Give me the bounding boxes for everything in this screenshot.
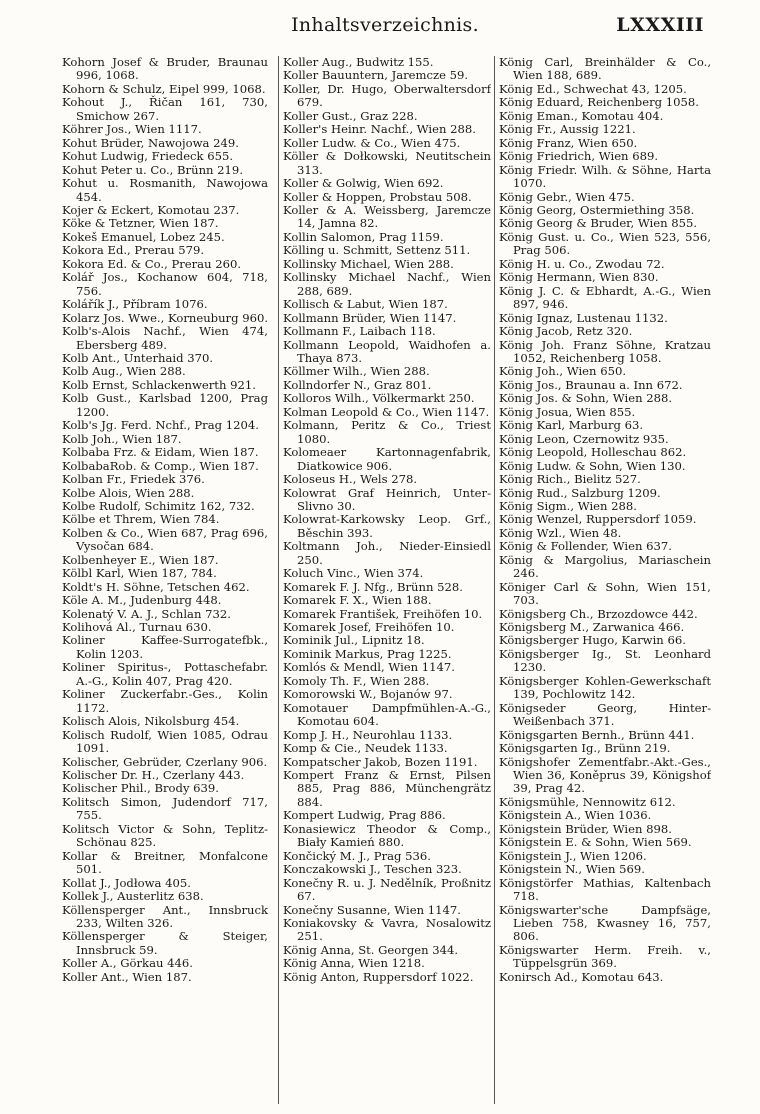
- index-entry: König Anna, St. Georgen 344.: [283, 942, 459, 957]
- index-entry: Kolb's Jg. Ferd. Nchf., Prag 1204.: [62, 418, 259, 433]
- index-entry: Koller Bauuntern, Jaremcze 59.: [283, 68, 469, 83]
- index-entry: König Ed., Schwechat 43, 1205.: [499, 81, 687, 96]
- index-entry: König Carl, Breinhälder & Co., Wien 188, 689.: [499, 56, 711, 83]
- index-entry: König Rich., Bielitz 527.: [499, 472, 641, 487]
- index-entry: Kojer & Eckert, Komotau 237.: [62, 202, 240, 217]
- index-entry: Konasiewicz Theodor & Comp., Biały Kamień 880.: [283, 821, 491, 850]
- index-entry: Komorowski W., Bojanów 97.: [283, 687, 453, 702]
- index-entry: Kolihová Al., Turnau 630.: [62, 620, 212, 635]
- index-entry: König Leon, Czernowitz 935.: [499, 431, 669, 446]
- index-entry: Komp & Cie., Neudek 1133.: [283, 741, 448, 756]
- index-entry: Kollek J., Austerlitz 638.: [62, 889, 204, 904]
- index-entry: König Jos., Braunau a. Inn 672.: [499, 377, 683, 392]
- index-entry: König Joh., Wien 650.: [499, 364, 627, 379]
- index-entry: Kolbe Rudolf, Schimitz 162, 732.: [62, 498, 255, 513]
- index-entry: Koller's Heinr. Nachf., Wien 288.: [283, 122, 476, 137]
- index-entry: Kölling u. Schmitt, Settenz 511.: [283, 243, 471, 258]
- index-entry: Kolbe Alois, Wien 288.: [62, 485, 195, 500]
- index-entry: Kolb Aug., Wien 288.: [62, 364, 186, 379]
- index-entry: König Georg, Ostermiething 358.: [499, 202, 695, 217]
- index-entry: Königstörfer Mathias, Kaltenbach 718.: [499, 875, 711, 904]
- index-columns: [62, 56, 710, 1104]
- index-entry: Königswarter'sche Dampfsäge, Lieben 758, Kwasney 16, 757, 806.: [499, 902, 711, 944]
- index-entry: Kolisch Alois, Nikolsburg 454.: [62, 714, 240, 729]
- index-entry: Königswarter Herm. Freih. v., Tüppelsgrün 369.: [499, 942, 711, 971]
- index-entry: Königsberger Kohlen-Gewerkschaft 139, Pochlowitz 142.: [499, 673, 711, 702]
- index-entry: Kollat J., Jodłowa 405.: [62, 875, 191, 890]
- index-entry: Kominik Jul., Lipnitz 18.: [283, 633, 425, 648]
- index-entry: Kohut Peter u. Co., Brünn 219.: [62, 162, 243, 177]
- index-entry: Komarek F. X., Wien 188.: [283, 593, 432, 608]
- index-entry: Köllensperger Ant., Innsbruck 233, Wilten 326.: [62, 902, 268, 930]
- page-title: Inhaltsverzeichnis.: [291, 14, 479, 36]
- index-entry: Kompert Franz & Ernst, Pilsen 885, Prag 886, Münchengrätz 884.: [283, 768, 491, 809]
- index-entry: König Jacob, Retz 320.: [499, 324, 633, 339]
- index-entry: König Karl, Marburg 63.: [499, 418, 644, 433]
- index-entry: König Joh. Franz Söhne, Kratzau 1052, Reichenberg 1058.: [499, 337, 711, 365]
- index-entry: Konečny R. u. J. Nedělník, Proßnitz 67.: [283, 875, 491, 904]
- index-entry: Koluch Vinc., Wien 374.: [283, 566, 424, 581]
- index-entry: Kollar & Breitner, Monfalcone 501.: [62, 848, 268, 877]
- index-entry: Koller A., Görkau 446.: [62, 956, 193, 971]
- index-entry: Kohut Ludwig, Friedeck 655.: [62, 149, 234, 164]
- index-entry: Kokora Ed., Prerau 579.: [62, 243, 205, 258]
- page-header: [60, 10, 710, 42]
- index-entry: Kolisch Rudolf, Wien 1085, Odrau 1091.: [62, 727, 268, 756]
- index-entry: Kokora Ed. & Co., Prerau 260.: [62, 256, 242, 271]
- index-entry: Kolischer Dr. H., Czerlany 443.: [62, 768, 245, 783]
- index-entry: Königstein A., Wien 1036.: [499, 808, 652, 823]
- index-entry: König Fr., Aussig 1221.: [499, 122, 636, 137]
- index-entry: König Ignaz, Lustenau 1132.: [499, 310, 668, 325]
- index-entry: Königsgarten Bernh., Brünn 441.: [499, 727, 695, 742]
- index-entry: Konczakowski J., Teschen 323.: [283, 862, 462, 877]
- index-entry: Kölbl Karl, Wien 187, 784.: [62, 566, 217, 581]
- index-entry: Kohorn Josef & Bruder, Braunau 996, 1068.: [62, 56, 268, 83]
- index-entry: Köller & Dołkowski, Neutitschein 313.: [283, 149, 491, 177]
- index-entry: Koller & Golwig, Wien 692.: [283, 176, 444, 191]
- index-entry: Königseder Georg, Hinter-Weißenbach 371.: [499, 700, 711, 729]
- index-entry: Kolomeaer Kartonnagenfabrik, Diatkowice 906.: [283, 445, 491, 473]
- index-entry: Koliner Spiritus-, Pottaschefabr. A.-G., Kolin 407, Prag 420.: [62, 660, 268, 688]
- index-entry: Koloseus H., Wels 278.: [283, 472, 418, 487]
- index-entry: Koltmann Joh., Nieder-Einsiedl 250.: [283, 539, 491, 567]
- index-entry: Konirsch Ad., Komotau 643.: [499, 969, 664, 984]
- index-column-1: [62, 56, 268, 1104]
- index-entry: König & Follender, Wien 637.: [499, 539, 672, 554]
- index-entry: Kolbenheyer E., Wien 187.: [62, 552, 219, 567]
- index-entry: Kolenatý V. A. J., Schlan 732.: [62, 606, 231, 621]
- index-entry: Köhrer Jos., Wien 1117.: [62, 122, 202, 137]
- index-entry: Koliner Zuckerfabr.-Ges., Kolin 1172.: [62, 687, 268, 715]
- index-entry: Koller & Hoppen, Probstau 508.: [283, 189, 472, 204]
- index-entry: Koniakovsky & Vavra, Nosalowitz 251.: [283, 916, 491, 944]
- index-entry: König Wenzel, Ruppersdorf 1059.: [499, 512, 697, 527]
- index-entry: Komp J. H., Neurohlau 1133.: [283, 727, 453, 742]
- index-entry: König & Margolius, Mariaschein 246.: [499, 552, 711, 581]
- index-entry: Kolb's-Alois Nachf., Wien 474, Ebersberg 489.: [62, 324, 268, 352]
- index-entry: Kolb Ant., Unterhaid 370.: [62, 350, 214, 365]
- index-entry: Königsgarten Ig., Brünn 219.: [499, 741, 671, 756]
- index-entry: Koldt's H. Söhne, Tetschen 462.: [62, 579, 250, 594]
- index-entry: Kolben & Co., Wien 687, Prag 696, Vysočan 684.: [62, 525, 268, 554]
- index-entry: Kohut u. Rosmanith, Nawojowa 454.: [62, 176, 268, 204]
- index-entry: König Gebr., Wien 475.: [499, 189, 635, 204]
- index-entry: Končický M. J., Prag 536.: [283, 848, 431, 863]
- index-entry: Kolb Joh., Wien 187.: [62, 431, 182, 446]
- index-entry: König J. C. & Ebhardt, A.-G., Wien 897, 946.: [499, 283, 711, 312]
- index-entry: Kollisch & Labut, Wien 187.: [283, 297, 448, 312]
- index-entry: Kohut Brüder, Nawojowa 249.: [62, 135, 239, 150]
- index-entry: Kolář Jos., Kochanow 604, 718, 756.: [62, 270, 268, 298]
- index-entry: Kollmann Brüder, Wien 1147.: [283, 310, 457, 325]
- index-entry: Köllmer Wilh., Wien 288.: [283, 364, 430, 379]
- index-entry: Komlós & Mendl, Wien 1147.: [283, 660, 455, 675]
- index-entry: Kominik Markus, Prag 1225.: [283, 646, 452, 661]
- index-entry: Königstein N., Wien 569.: [499, 862, 645, 877]
- index-entry: Koller, Dr. Hugo, Oberwaltersdorf 679.: [283, 81, 491, 110]
- index-entry: Kolban Fr., Friedek 376.: [62, 472, 205, 487]
- index-entry: Königstein Brüder, Wien 898.: [499, 821, 672, 836]
- index-entry: Koller Aug., Budwitz 155.: [283, 56, 434, 69]
- index-entry: König Leopold, Holleschau 862.: [499, 445, 687, 460]
- index-entry: König Anton, Ruppersdorf 1022.: [283, 969, 474, 984]
- index-entry: König Friedrich, Wien 689.: [499, 149, 659, 164]
- index-entry: Köllensperger & Steiger, Innsbruck 59.: [62, 929, 268, 957]
- index-entry: Kolischer Phil., Brody 639.: [62, 781, 219, 796]
- index-entry: König Josua, Wien 855.: [499, 404, 636, 419]
- index-entry: Königstein J., Wien 1206.: [499, 848, 647, 863]
- index-entry: Komoly Th. F., Wien 288.: [283, 673, 430, 688]
- index-entry: Komarek Josef, Freihöfen 10.: [283, 620, 455, 635]
- index-entry: Kolarz Jos. Wwe., Korneuburg 960.: [62, 310, 268, 325]
- index-column-3: [494, 56, 711, 1104]
- index-entry: König Sigm., Wien 288.: [499, 498, 637, 513]
- index-entry: Kollinsky Michael, Wien 288.: [283, 256, 454, 271]
- index-entry: König Rud., Salzburg 1209.: [499, 485, 661, 500]
- index-entry: Kohout J., Řičan 161, 730, Smichow 267.: [62, 95, 268, 123]
- index-entry: Köle A. M., Judenburg 448.: [62, 593, 222, 608]
- index-entry: Komarek František, Freihöfen 10.: [283, 606, 483, 621]
- index-entry: Kolman Leopold & Co., Wien 1147.: [283, 404, 490, 419]
- index-entry: König Franz, Wien 650.: [499, 135, 638, 150]
- index-entry: Kohorn & Schulz, Eipel 999, 1068.: [62, 81, 266, 96]
- index-entry: Kolloros Wilh., Völkermarkt 250.: [283, 391, 475, 406]
- index-entry: König H. u. Co., Zwodau 72.: [499, 256, 665, 271]
- index-entry: Kolb Ernst, Schlackenwerth 921.: [62, 377, 256, 392]
- index-entry: König Ludw. & Sohn, Wien 130.: [499, 458, 686, 473]
- index-entry: Komarek F. J. Nfg., Brünn 528.: [283, 579, 463, 594]
- index-entry: Kompert Ludwig, Prag 886.: [283, 808, 446, 823]
- index-entry: Koller Gust., Graz 228.: [283, 108, 418, 123]
- index-entry: König Georg & Bruder, Wien 855.: [499, 216, 698, 231]
- index-entry: Königsberger Hugo, Karwin 66.: [499, 633, 686, 648]
- index-entry: Königsmühle, Nennowitz 612.: [499, 794, 676, 809]
- index-entry: Königsberg Ch., Brzozdowce 442.: [499, 606, 698, 621]
- index-entry: Kollin Salomon, Prag 1159.: [283, 229, 444, 244]
- index-entry: König Jos. & Sohn, Wien 288.: [499, 391, 673, 406]
- index-entry: Kollndorfer N., Graz 801.: [283, 377, 432, 392]
- index-entry: Kollmann Leopold, Waidhofen a. Thaya 873.: [283, 337, 491, 365]
- index-entry: Königstein E. & Sohn, Wien 569.: [499, 835, 692, 850]
- index-entry: König Eduard, Reichenberg 1058.: [499, 95, 699, 110]
- index-entry: Köke & Tetzner, Wien 187.: [62, 216, 219, 231]
- index-entry: König Anna, Wien 1218.: [283, 956, 425, 971]
- index-column-2: [278, 56, 491, 1104]
- index-entry: Königer Carl & Sohn, Wien 151, 703.: [499, 579, 711, 608]
- index-entry: Königsberger Ig., St. Leonhard 1230.: [499, 646, 711, 675]
- index-entry: Kolowrat Graf Heinrich, Unter-Slivno 30.: [283, 485, 491, 513]
- index-entry: Kollinsky Michael Nachf., Wien 288, 689.: [283, 270, 491, 298]
- index-entry: Kolb Gust., Karlsbad 1200, Prag 1200.: [62, 391, 268, 419]
- page-number: LXXXIII: [616, 14, 704, 36]
- index-entry: Königsberg M., Zarwanica 466.: [499, 620, 685, 635]
- index-entry: König Eman., Komotau 404.: [499, 108, 664, 123]
- index-entry: König Wzl., Wien 48.: [499, 525, 622, 540]
- index-entry: Kolbaba Frz. & Eidam, Wien 187.: [62, 445, 259, 460]
- index-entry: Kollmann F., Laibach 118.: [283, 324, 436, 339]
- index-entry: Konečny Susanne, Wien 1147.: [283, 902, 461, 917]
- index-entry: König Hermann, Wien 830.: [499, 270, 659, 285]
- index-entry: Kolowrat-Karkowsky Leop. Grf., Běschin 393.: [283, 512, 491, 540]
- index-entry: Kölbe et Threm, Wien 784.: [62, 512, 220, 527]
- index-entry: Kokeš Emanuel, Lobez 245.: [62, 229, 225, 244]
- index-entry: Koller Ludw. & Co., Wien 475.: [283, 135, 461, 150]
- index-entry: Kolitsch Victor & Sohn, Teplitz-Schönau 825.: [62, 821, 268, 850]
- index-entry: KolbabaRob. & Comp., Wien 187.: [62, 458, 259, 473]
- index-entry: Komotauer Dampfmühlen-A.-G., Komotau 604.: [283, 700, 491, 729]
- index-entry: Koller Ant., Wien 187.: [62, 969, 192, 984]
- index-entry: König Gust. u. Co., Wien 523, 556, Prag 506.: [499, 229, 711, 258]
- index-entry: Koliner Kaffee-Surrogatefbk., Kolin 1203.: [62, 633, 268, 661]
- index-entry: Königshofer Zementfabr.-Akt.-Ges., Wien 36, Koněprus 39, Königshof 39, Prag 42.: [499, 754, 711, 796]
- index-entry: König Friedr. Wilh. & Söhne, Harta 1070.: [499, 162, 711, 191]
- index-entry: Kompatscher Jakob, Bozen 1191.: [283, 754, 478, 769]
- index-entry: Kolmann, Peritz & Co., Triest 1080.: [283, 418, 491, 446]
- index-entry: Kolitsch Simon, Judendorf 717, 755.: [62, 794, 268, 823]
- index-entry: Kolischer, Gebrüder, Czerlany 906.: [62, 754, 268, 769]
- index-entry: Koller & A. Weissberg, Jaremcze 14, Jamna 82.: [283, 202, 491, 231]
- index-entry: Kolářík J., Příbram 1076.: [62, 297, 208, 312]
